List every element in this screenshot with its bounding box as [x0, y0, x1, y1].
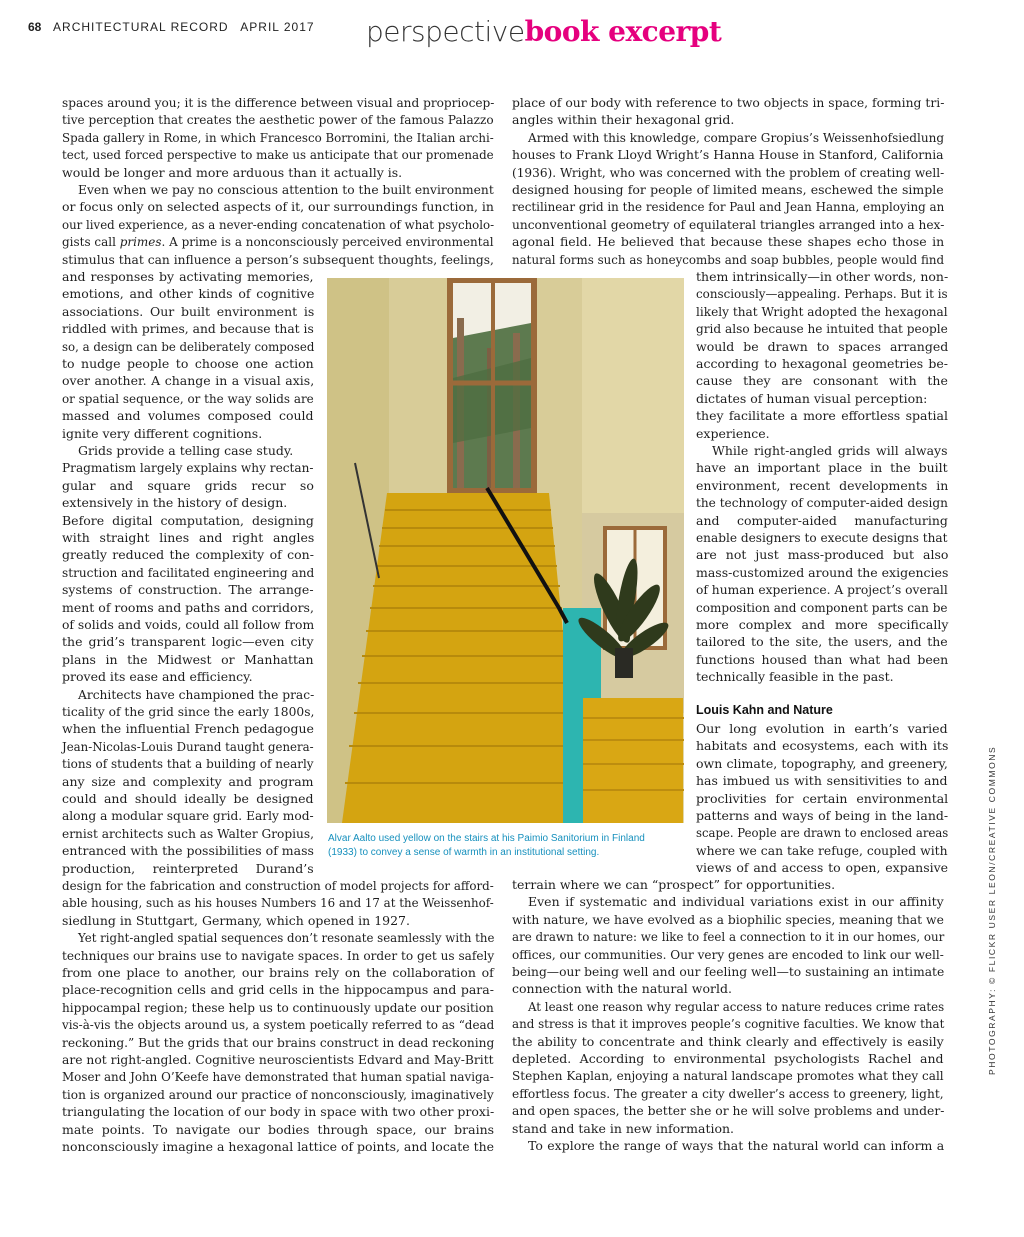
text-line: from one place to another, our brains rely on the collaboration of [62, 965, 494, 980]
paimio-stair-illustration [327, 278, 684, 823]
text-line: tailored to the site, the users, and the [696, 634, 948, 650]
text-line: place-recognition cells and grid cells in the hippocampus and para- [62, 982, 494, 998]
text-line: any size and complexity and program [62, 773, 314, 789]
text-line: along a modular square grid. Early mod- [62, 808, 314, 824]
text-line: where we can take refuge, coupled with [696, 842, 948, 858]
text-line: and open spaces, the better she or he will solve problems and under- [512, 1103, 945, 1119]
caption-line: (1933) to convey a sense of warmth in an institutional setting. [328, 846, 600, 858]
text-line: composition and component parts can be [696, 599, 948, 615]
text-line: able housing, such as his houses Numbers 16 and 17 at the Weissenhof- [62, 895, 494, 911]
text-line: reckoning.” But the grids that our brains construct in dead reckoning [62, 1034, 495, 1050]
publication-name: ARCHITECTURAL RECORD [53, 20, 229, 34]
text-line: Even when we pay no conscious attention to the built environment [78, 182, 494, 197]
text-line: experience. [696, 425, 770, 441]
photo-caption [328, 832, 688, 859]
text-line: systems of construction. The arrange- [62, 582, 314, 598]
text-line: enable designers to execute designs that [696, 530, 948, 545]
text-line: dictates of human visual perception: [696, 390, 928, 406]
text-line: unconventional geometry of equilateral triangles arranged into a hex- [512, 216, 945, 232]
text-line: own climate, topography, and greenery, [696, 755, 948, 771]
text-line: Stephen Kaplan, enjoying a natural landscape promotes what they call [512, 1068, 944, 1084]
section-title-bold: book excerpt [524, 15, 722, 48]
text-line: tect, used forced perspective to make us anticipate that our promenade [62, 147, 494, 163]
text-line: so, a design can be deliberately composed [62, 338, 315, 354]
text-line: techniques our brains use to navigate spaces. In order to get us safely [62, 947, 495, 963]
text-line: tion is organized around our practice of nonconsciously, imaginatively [62, 1086, 494, 1102]
text-line: consciously—appealing. Perhaps. But it is [696, 286, 948, 302]
text-line: connection with the natural world. [512, 981, 732, 997]
text-line: rectilinear grid in the residence for Paul and Jean Hanna, employing an [512, 199, 945, 215]
text-line: the grid’s transparent logic—even city [62, 634, 314, 650]
text-line: according to hexagonal geometries be- [696, 356, 949, 371]
text-line: could and should ideally be designed [62, 791, 314, 806]
text-line: nonconsciously imagine a hexagonal lattice of points, and locate the [62, 1139, 495, 1154]
text-line: proved its ease and efficiency. [62, 669, 253, 685]
text-line: tive perception that creates the aesthetic power of the famous Palazzo [62, 112, 494, 128]
text-line: depleted. According to environmental psychologists Rachel and [512, 1051, 944, 1066]
text-line: riddled with primes, and because that is [62, 321, 314, 337]
text-line: massed and volumes composed could [62, 408, 314, 424]
text-line: extensively in the history of design. [62, 495, 288, 511]
text-line: have an important place in the built [696, 460, 948, 476]
text-line: Armed with this knowledge, compare Gropius’s Weissenhofsiedlung [528, 129, 945, 145]
text-line: designed housing for people of limited means, eschewed the simple [512, 182, 944, 197]
text-line: them intrinsically—in other words, non- [696, 269, 949, 284]
text-line: mate points. To navigate our bodies through space, our brains [62, 1121, 495, 1137]
text-line: Spada gallery in Rome, in which Francesco Borromini, the Italian archi- [62, 129, 494, 145]
text-line: they facilitate a more effortless spatial [696, 408, 948, 424]
text-line: and computer-aided manufacturing [696, 512, 948, 528]
text-line: Before digital computation, designing [62, 512, 314, 528]
text-line: ment of rooms and paths and corridors, [62, 599, 314, 615]
text-line: greatly reduced the complexity of con- [62, 547, 314, 563]
text-line: and responses by activating memories, [62, 269, 314, 284]
text-line: ignite very different cognitions. [62, 425, 263, 441]
photo-credit: PHOTOGRAPHY: © FLICKR USER LEON/CREATIVE COMMONS [987, 745, 997, 1075]
text-line: technically feasible in the past. [696, 669, 894, 685]
text-line: patterns and ways of being in the land- [696, 808, 949, 823]
stair-photo [327, 278, 684, 823]
text-line: triangulating the location of our body in space with two other proxi- [62, 1104, 495, 1120]
text-line: To explore the range of ways that the natural world can inform a [528, 1138, 945, 1153]
text-line: gists call primes. A prime is a nonconsciously perceived environmental [62, 234, 494, 250]
text-line: (1936). Wright, who was concerned with the problem of creating well- [512, 164, 945, 180]
issue-date: APRIL 2017 [240, 20, 315, 34]
text-line: mass-customized around the exigencies [696, 564, 949, 580]
page-number: 68 [28, 20, 42, 34]
text-line: gular and square grids recur so [62, 477, 314, 493]
text-line: Grids provide a telling case study. [78, 443, 294, 458]
text-line: At least one reason why regular access to nature reduces crime rates [528, 998, 945, 1014]
text-line: spaces around you; it is the difference between visual and propriocep- [62, 95, 495, 110]
text-line: terrain where we can “prospect” for opportunities. [512, 877, 836, 892]
section-title [366, 15, 722, 48]
subhead: Louis Kahn and Nature [696, 703, 833, 717]
text-line: would be drawn to spaces arranged [696, 338, 949, 354]
running-header [28, 20, 323, 34]
text-line: plans in the Midwest or Manhattan [62, 651, 314, 667]
text-line: siedlung in Stuttgart, Germany, which opened in 1927. [62, 912, 410, 928]
text-line: to nudge people to choose one action [62, 356, 314, 371]
text-line: likely that Wright adopted the hexagonal [696, 303, 948, 319]
section-title-light: perspective [366, 15, 525, 48]
text-line: functions housed than what had been [696, 651, 949, 667]
text-line: with straight lines and right angles [62, 530, 315, 545]
text-line: when the influential French pedagogue [62, 721, 314, 737]
text-line: of human experience. A project’s overall [696, 582, 948, 598]
text-line: angles within their hexagonal grid. [512, 112, 735, 128]
text-line: stand and take in new information. [512, 1120, 735, 1136]
text-line: entranced with the possibilities of mass [62, 843, 314, 859]
text-line: ernist architects such as Walter Gropius, [62, 825, 314, 841]
text-line: production, reinterpreted Durand’s [62, 860, 314, 876]
text-line: stimulus that can influence a person’s subsequent thoughts, feelings, [62, 251, 494, 267]
text-line: the ability to concentrate and think clearly and effectively is easily [512, 1033, 944, 1049]
text-line: ticality of the grid since the early 1800s, [62, 704, 315, 719]
text-line: hippocampal region; these help us to continuously update our position [62, 999, 494, 1015]
text-line: our lived experience, as a never-ending concatenation of what psycholo- [62, 216, 495, 232]
text-line: scape. People are drawn to enclosed areas [696, 825, 949, 841]
text-line: natural forms such as honeycombs and soap bubbles, people would find [512, 251, 945, 267]
text-line: Pragmatism largely explains why rectan- [62, 460, 314, 476]
text-line: Moser and John O’Keefe have demonstrated that human spatial naviga- [62, 1069, 494, 1085]
text-line: grid also because he intuited that people [696, 321, 948, 337]
text-line: tions of students that a building of nearly [62, 756, 314, 772]
text-line: cause they are consonant with the [696, 373, 948, 389]
text-line: houses to Frank Lloyd Wright’s Hanna House in Stanford, California [512, 147, 944, 163]
text-line: views of and access to open, expansive [696, 860, 949, 876]
text-line: offices, our communities. Our very genes are encoded to link our well- [512, 946, 944, 962]
text-line: are not right-angled. Cognitive neuroscientists Edvard and May-Britt [62, 1052, 494, 1067]
text-line: Even if systematic and individual variations exist in our affinity [528, 894, 944, 910]
text-line: are not just mass-produced but also [696, 547, 949, 563]
text-line: more complex and more specifically [696, 617, 949, 632]
text-line: Architects have championed the prac- [78, 686, 315, 702]
text-line: the technology of computer-aided design [696, 495, 948, 511]
text-line: design for the fabrication and construction of model projects for afford- [62, 878, 494, 893]
text-line: vis-à-vis the objects around us, a system poetically referred to as “dead [62, 1017, 495, 1033]
text-line: or focus only on selected aspects of it, our surroundings function, in [62, 199, 494, 215]
text-line: proclivities for certain environmental [696, 790, 949, 806]
text-line: While right-angled grids will always [712, 443, 948, 458]
text-line: or spatial sequence, or the way solids are [62, 390, 314, 406]
text-line: Our long evolution in earth’s varied [696, 721, 948, 736]
text-line: effortless focus. The greater a city dweller’s access to greenery, light, [512, 1085, 944, 1101]
text-line: agonal field. He believed that because these shapes echo those in [512, 234, 945, 250]
text-line: would be longer and more arduous than it actually is. [62, 164, 403, 180]
text-line: habitats and ecosystems, each with its [696, 738, 949, 754]
text-line: with nature, we have evolved as a biophilic species, meaning that we [512, 911, 944, 927]
text-line: has imbued us with sensitivities to and [696, 773, 948, 789]
text-line: of solids and voids, could all follow from [62, 617, 315, 632]
text-line: Yet right-angled spatial sequences don’t resonate seamlessly with the [78, 930, 495, 946]
text-line: place of our body with reference to two objects in space, forming tri- [512, 95, 945, 110]
text-line: environment, recent developments in [696, 477, 949, 493]
caption-line: Alvar Aalto used yellow on the stairs at his Paimio Sanitorium in Finland [328, 833, 645, 844]
text-line: over another. A change in a visual axis, [62, 373, 315, 389]
text-line: struction and facilitated engineering and [62, 564, 315, 580]
text-line: and stress is that it improves people’s cognitive faculties. We know that [512, 1016, 945, 1032]
text-line: are drawn to nature: we like to feel a connection to it in our homes, our [512, 929, 945, 945]
text-line: emotions, and other kinds of cognitive [62, 286, 315, 302]
text-line: Jean-Nicolas-Louis Durand taught genera- [62, 738, 314, 754]
text-line: associations. Our built environment is [62, 303, 315, 319]
text-line: being—our being well and our feeling well—to sustaining an intimate [512, 964, 945, 979]
